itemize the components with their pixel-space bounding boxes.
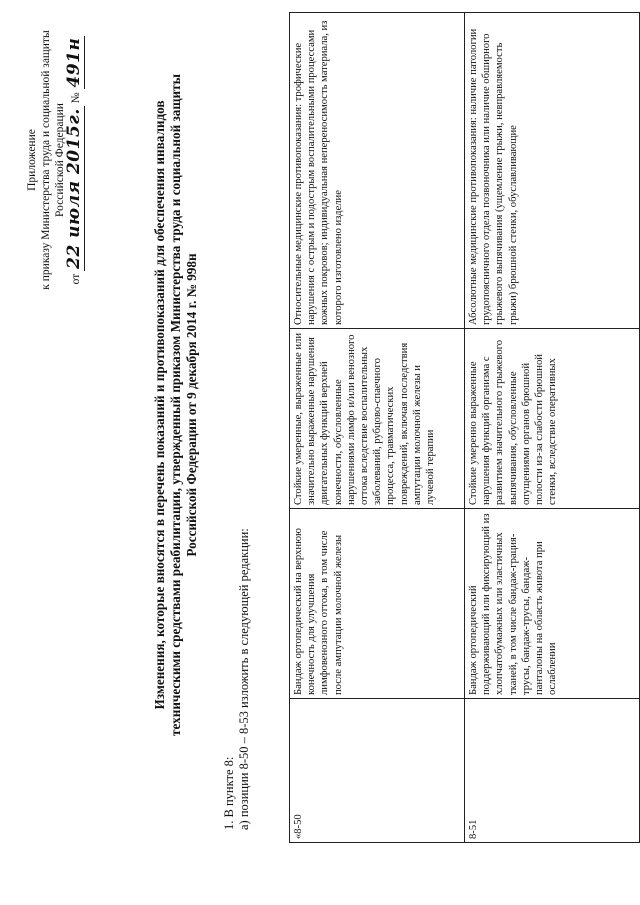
appendix-header (25, 15, 83, 305)
appendix-label: Приложение (26, 129, 38, 191)
contraindications: Абсолютные медицинские противопоказания: наличие патологии грудопоясничного отдела позвоночника или наличие обширного грыжевого выпячивания (ущемление грыжи, невправляемость грыжи) брюшной стенки, обуславливающие (465, 13, 640, 329)
contraindications: Относительные медицинские противопоказания: трофические нарушения с острым и подострым воспалительными процессами кожных покровов; индивидуальная непереносимость материала, из которого изготовлено изделие (290, 13, 465, 329)
date-prefix: от (70, 273, 82, 285)
product-name: Бандаж ортопедический поддерживающий или фиксирующий из хлопчатобумажных или эластичных тканей, в том числе бандаж-грация-трусы, бандаж-трусы, бандаж-панталоны на область живота при ослаблении (465, 509, 640, 699)
handwritten-number: 491н (64, 37, 84, 88)
appendix-federation: Российской Федерации (54, 103, 66, 217)
indications: Стойкие умеренно выраженные нарушения функций организма с развитием значительного грыжевого выпячивания, обусловленные опущениями органов брюшной полости из-за слабости брюшной стенки, вследствие оперативных (465, 329, 640, 509)
table-row (465, 13, 640, 843)
title-line-2: техническими средствами реабилитации, утвержденный приказом Министерства труда и социальной защиты (168, 74, 183, 736)
indications: Стойкие умеренные, выраженные или значительно выраженные нарушения двигательных функций верхней конечности, обусловленные нарушениями лимфо и/или венозного оттока вследствие воспалительных заболеваний, рубцово-спаечного процесса, травматических повреждений, включая последствия ампутации молочной железы и лучевой терапии (290, 329, 465, 509)
subpoint-heading: а) позиции 8-50 – 8-53 изложить в следующей редакции: (237, 528, 251, 830)
point-heading: 1. В пункте 8: (222, 756, 236, 830)
positions-table (289, 12, 640, 843)
product-name: Бандаж ортопедический на верхнюю конечность для улучшения лимфовенозного оттока, в том числе после ампутации молочной железы (290, 509, 465, 699)
table-row (290, 13, 465, 843)
document-title (152, 15, 200, 795)
title-line-1: Изменения, которые вносятся в перечень показаний и противопоказаний для обеспечения инвалидов (152, 100, 167, 710)
handwritten-date: 22 июля 2015г. (64, 108, 84, 269)
appendix-order-ref: к приказу Министерства труда и социальной защиты (40, 30, 52, 290)
appendix-date-line (64, 15, 84, 305)
position-code: 8-51 (465, 699, 640, 843)
number-prefix: № (70, 92, 82, 104)
intro-text (222, 528, 252, 830)
position-code: «8-50 (290, 699, 465, 843)
title-line-3: Российской Федерации от 9 декабря 2014 г. № 998н (184, 253, 199, 557)
